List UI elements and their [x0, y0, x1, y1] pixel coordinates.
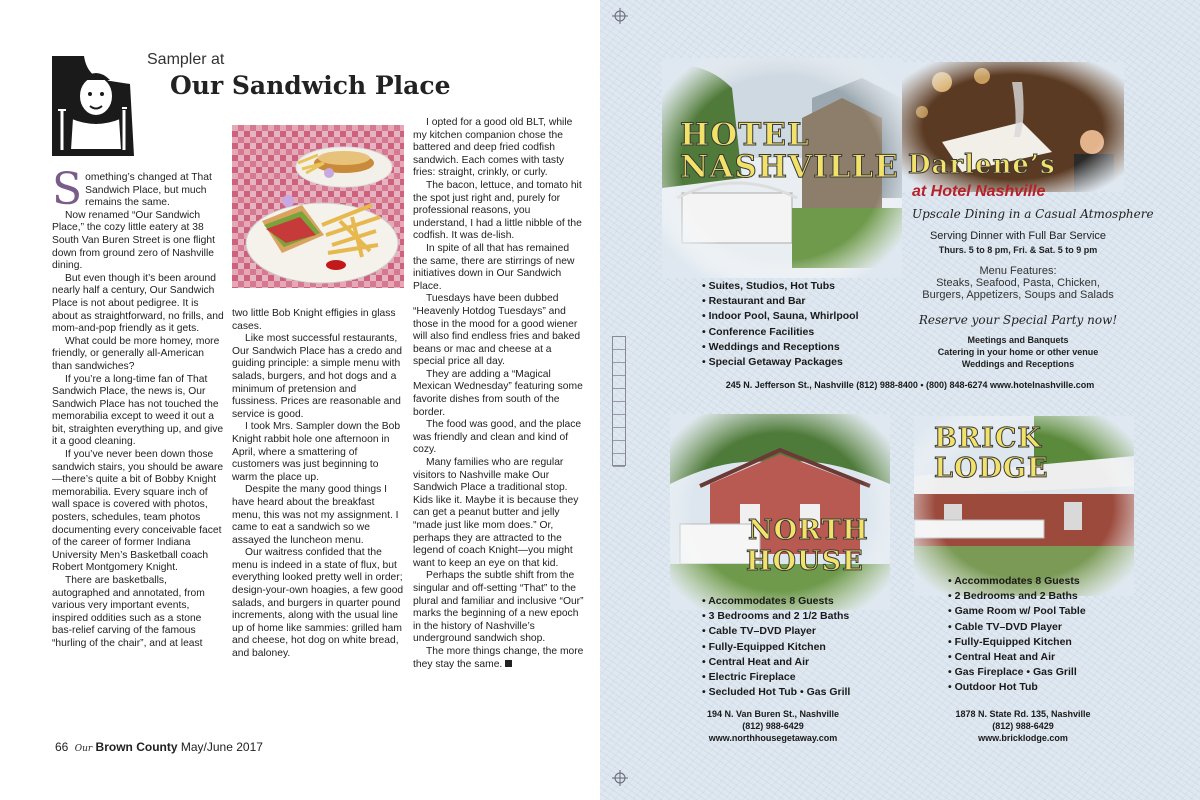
article-paragraph: Like most successful restaurants, Our Sandwich Place has a credo and guiding principle: a simple menu with salads, burgers, and hot dogs and a minimum of pretension and fussiness. Prices are reasonable and service is good. [232, 333, 402, 420]
address-line: (812) 988-6429 [742, 721, 804, 731]
service-line: Weddings and Receptions [961, 359, 1075, 369]
article-paragraph: If you’re a long-time fan of That Sandwich Place, the news is, Our Sandwich Place has not touched the memorabilia except to weed it out a bit, straighten everything up, and give it a good cleaning. [52, 373, 224, 448]
amenity-item: • Fully-Equipped Kitchen [948, 635, 1086, 650]
address-line: (812) 988-6429 [992, 721, 1054, 731]
article-paragraph: In spite of all that has remained the same, there are stirrings of new initiatives down in Our Sandwich Place. [413, 242, 575, 292]
article-paragraph: Now renamed “Our Sandwich Place,” the cozy little eatery at 38 South Van Buren Street is one flight down from ground zero of Nashville dining. [52, 209, 215, 272]
address-line: www.northhousegetaway.com [708, 733, 838, 743]
amenity-item: • Fully-Equipped Kitchen [702, 640, 850, 655]
article-paragraph: I took Mrs. Sampler down the Bob Knight rabbit hole one afternoon in April, where a smattering of customers was just beginning to warm the place up. [232, 421, 401, 483]
magazine-brand: Brown County [95, 740, 178, 754]
brick-lodge-address [928, 708, 1118, 744]
darlenes-services [912, 334, 1124, 370]
article-paragraph: But even though it’s been around nearly half a century, Our Sandwich Place is not about pedigree. It is about as straightforward, no frills, and mom-and-pop friendly as it gets. [52, 272, 224, 335]
amenity-item: • Central Heat and Air [702, 655, 850, 670]
magazine-our: Our [74, 744, 93, 754]
darlenes-subtitle: at Hotel Nashville [912, 183, 1046, 200]
registration-mark-icon [612, 8, 628, 24]
address-line: 194 N. Van Buren St., Nashville [706, 709, 840, 719]
amenity-item: • Game Room w/ Pool Table [948, 604, 1086, 619]
food-photo [232, 125, 404, 288]
amenity-item: • Accommodates 8 Guests [948, 574, 1086, 589]
article-kicker: Sampler at [147, 51, 225, 68]
amenity-item: • Cable TV–DVD Player [702, 624, 850, 639]
amenity-item: • 3 Bedrooms and 2 1/2 Baths [702, 609, 850, 624]
service-line: Meetings and Banquets [967, 335, 1069, 345]
north-house-photo [670, 414, 890, 610]
darlenes-service: Serving Dinner with Full Bar Service [929, 230, 1107, 242]
amenity-item: • 2 Bedrooms and 2 Baths [948, 589, 1086, 604]
amenity-item: • Indoor Pool, Sauna, Whirlpool [702, 309, 859, 324]
article-column-3 [413, 117, 585, 671]
amenity-item: • Electric Fireplace [702, 670, 850, 685]
article-paragraph: They are adding a “Magical Mexican Wednesday” featuring some favorite dishes from south of the border. [413, 368, 583, 418]
brick-lodge-title-line-1: BRICK [934, 423, 1042, 454]
menu-heading: Menu Features: [979, 265, 1057, 277]
drop-cap: S [52, 164, 83, 215]
brick-lodge-amenities-list [948, 574, 1086, 696]
article-paragraph: If you’ve never been down those sandwich stairs, you should be aware—there’s quite a bit of Bobby Knight memorabilia. Every square inch of wall space is covered with photos, posters, schedules, team photos documenting every conceivable facet of the career of former Indiana University Men’s Basketball coach Robert Montgomery Knight. [52, 449, 224, 574]
darlenes-title: Darlene’s [908, 150, 1056, 180]
article-headline: Our Sandwich Place [170, 71, 451, 100]
service-line: Catering in your home or other venue [937, 347, 1099, 357]
article-paragraph: I opted for a good old BLT, while my kitchen companion chose the battered and deep fried codfish sandwich. Each comes with tasty fries: straight, crinkly, or curly. [413, 117, 573, 179]
hotel-title-line-1: HOTEL [680, 117, 810, 153]
amenity-item: • Weddings and Receptions [702, 340, 859, 355]
issue-date: May/June 2017 [180, 740, 263, 754]
article-lead: omething’s changed at That Sandwich Place, but much remains the same. [85, 172, 212, 209]
hotel-amenities-list [702, 279, 859, 370]
color-strip [612, 336, 626, 466]
article-paragraph: two little Bob Knight effigies in glass cases. [232, 308, 396, 332]
article-paragraph: The food was good, and the place was friendly and clean and kind of cozy. [413, 419, 582, 456]
brick-lodge-title-line-2: LODGE [934, 453, 1049, 484]
article-paragraph [413, 646, 585, 671]
amenity-item: • Outdoor Hot Tub [948, 680, 1086, 695]
amenity-item: • Accommodates 8 Guests [702, 594, 850, 609]
amenity-item: • Cable TV–DVD Player [948, 620, 1086, 635]
article-paragraph: Despite the many good things I have heard about the breakfast menu, this was not my assignment. I came to eat a sandwich so we assayed the luncheon menu. [232, 484, 399, 546]
amenity-item: • Restaurant and Bar [702, 294, 859, 309]
page-folio [55, 740, 263, 754]
address-line: 1878 N. State Rd. 135, Nashville [955, 709, 1091, 719]
darlenes-tagline: Upscale Dining in a Casual Atmosphere [912, 207, 1154, 221]
article-paragraph: The bacon, lettuce, and tomato hit the spot just right and, purely for professional reasons, you understand, I had a little nibble of the codfish. It was de-lish. [413, 179, 582, 242]
article-paragraph: What could be more homey, more friendly, or generally all-American than sandwiches? [52, 335, 220, 372]
amenity-item: • Suites, Studios, Hot Tubs [702, 279, 859, 294]
north-house-title-line-2: HOUSE [746, 546, 864, 577]
article-paragraph: Tuesdays have been dubbed “Heavenly Hotdog Tuesdays” and those in the mood for a good wiener will also find endless fries and baked beans or mac and cheese at a special price all day. [413, 293, 581, 368]
menu-line: Steaks, Seafood, Pasta, Chicken, [936, 277, 1100, 289]
hotel-address: 245 N. Jefferson St., Nashville (812) 988-8400 • (800) 848-6274 www.hotelnashville.com [725, 380, 1095, 390]
amenity-item: • Conference Facilities [702, 325, 859, 340]
page-number: 66 [55, 740, 69, 754]
north-house-amenities-list [702, 594, 850, 700]
article-paragraph: Perhaps the subtle shift from the singular and off-setting “That” to the plural and familiar and inclusive “Our” marks the beginning of a new epoch in the history of Nashville’s underground sandwich shop. [413, 570, 584, 645]
hotel-title-line-2: NASHVILLE [680, 149, 899, 185]
menu-line: Burgers, Appetizers, Soups and Salads [922, 289, 1114, 301]
article-column-2 [232, 308, 404, 661]
amenity-item: • Gas Fireplace • Gas Grill [948, 665, 1086, 680]
right-page [600, 0, 1200, 800]
darlenes-hours: Thurs. 5 to 8 pm, Fri. & Sat. 5 to 9 pm [938, 245, 1098, 255]
north-house-address [678, 708, 868, 744]
article-paragraph: There are basketballs, autographed and annotated, from various very important events, inspired oddities such as a stone bas-relief carving of the famous “hurling of the chair”, and at least [52, 575, 205, 649]
north-house-title-line-1: NORTH [748, 515, 869, 546]
darlenes-menu [912, 265, 1124, 301]
address-line: www.bricklodge.com [978, 733, 1068, 743]
article-closing: The more things change, the more they stay the same. [413, 645, 584, 670]
registration-mark-icon [612, 770, 628, 786]
darlenes-reserve: Reserve your Special Party now! [918, 313, 1118, 327]
end-mark-icon [505, 660, 512, 667]
amenity-item: • Special Getaway Packages [702, 355, 859, 370]
article-paragraph: Many families who are regular visitors to Nashville make Our Sandwich Place a traditional stop. Kids like it. Maybe it is because they can get a peanut butter and jelly “made just like mom does.” Or, perhaps they are attracted to the legend of coach Knight—you might want to keep an eye on that kid. [413, 457, 579, 569]
chef-illustration [52, 54, 134, 156]
amenity-item: • Secluded Hot Tub • Gas Grill [702, 685, 850, 700]
article-column-1 [52, 164, 224, 651]
article-paragraph: Our waitress confided that the menu is indeed in a state of flux, but everything looked pretty well in order; design-your-own hoagies, a few good salads, and burgers in quarter pound increments, along with the usual line up of home like sammies: grilled ham and cheese, hot dog on white bread, and baloney. [232, 547, 404, 660]
amenity-item: • Central Heat and Air [948, 650, 1086, 665]
